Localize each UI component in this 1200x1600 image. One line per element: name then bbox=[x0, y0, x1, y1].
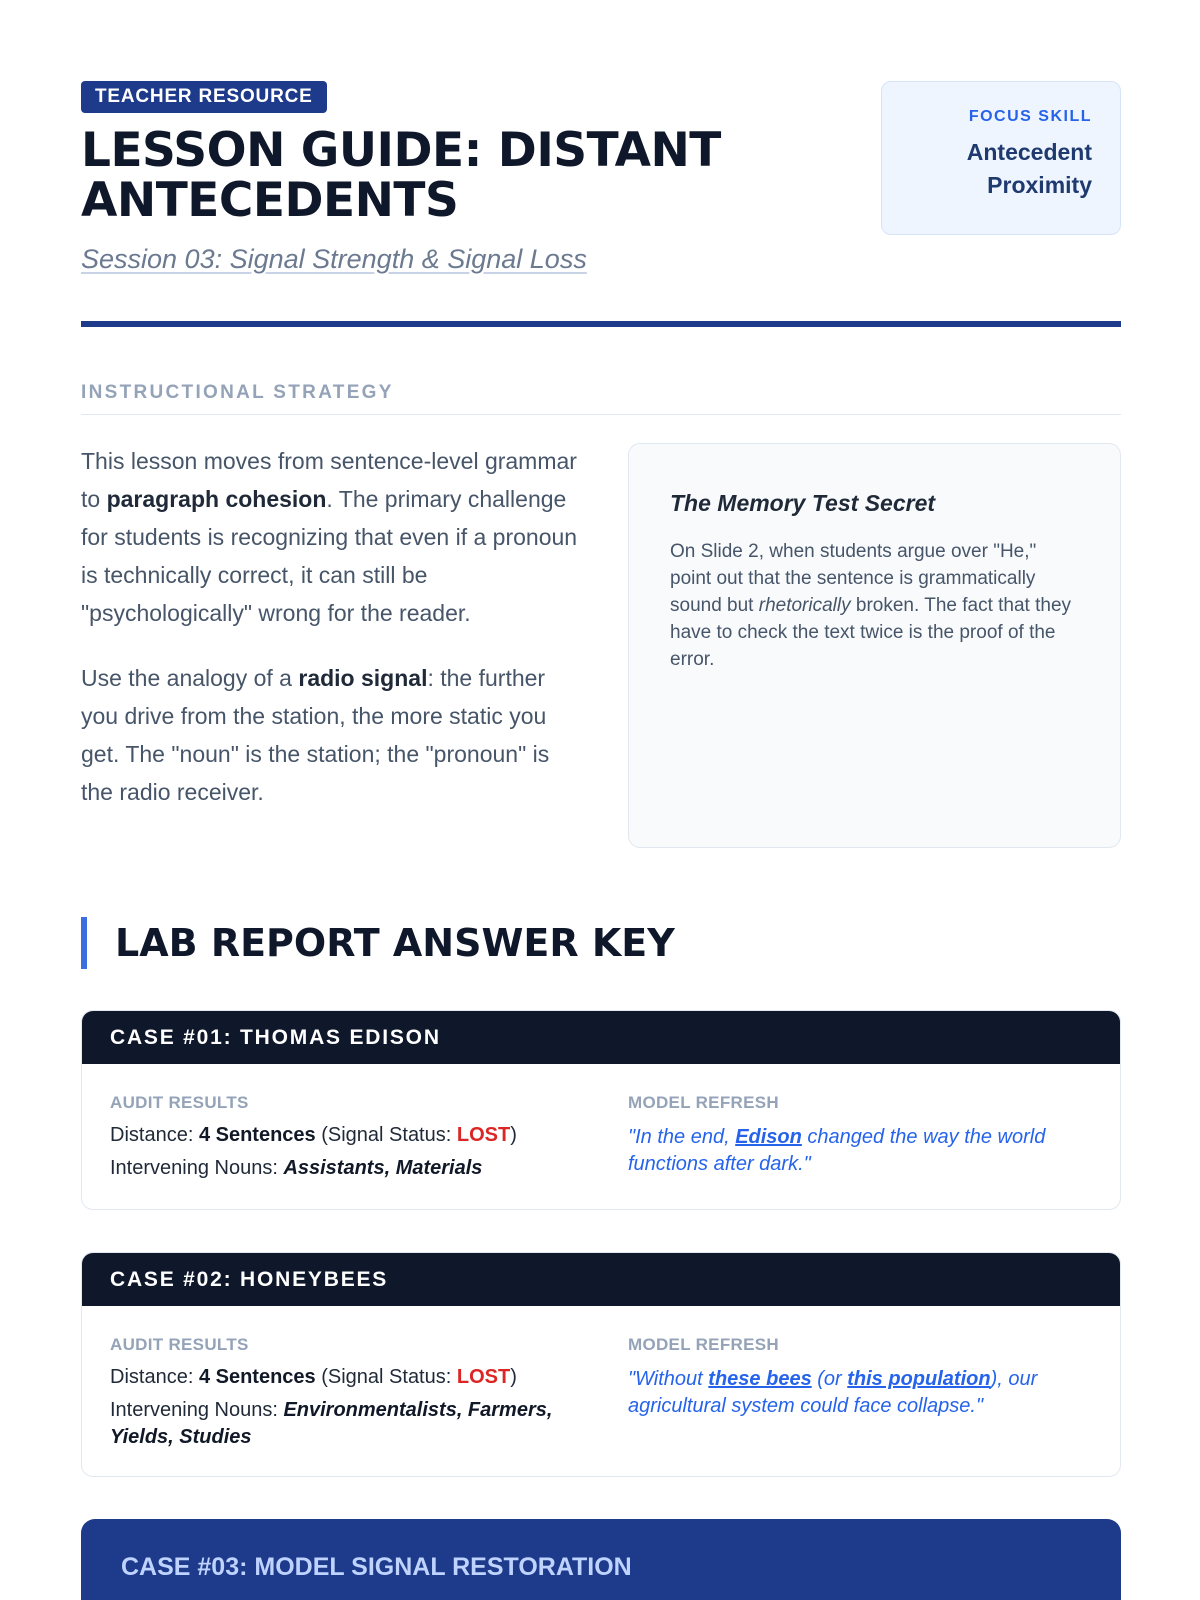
strategy-text bbox=[81, 442, 581, 838]
case-title: CASE #01: THOMAS EDISON bbox=[82, 1011, 1120, 1064]
nouns-prefix: Intervening Nouns: bbox=[110, 1399, 284, 1421]
model-refresh-label: MODEL REFRESH bbox=[628, 1093, 779, 1112]
strategy-p2-bold: radio signal bbox=[298, 665, 428, 691]
distance-value: 4 Sentences bbox=[198, 1366, 316, 1388]
intervening-nouns: Environmentalists, Farmers, Yields, Studies bbox=[110, 1399, 553, 1448]
intervening-nouns: Assistants, Materials bbox=[283, 1157, 483, 1179]
refresh-antecedent: Edison bbox=[735, 1126, 802, 1148]
audit-results-column bbox=[110, 1335, 580, 1451]
case-card-signal-restoration bbox=[81, 1519, 1121, 1600]
refresh-text-a: "Without bbox=[628, 1368, 709, 1390]
refresh-text-c: ), our agricultural system could face collapse." bbox=[628, 1368, 1038, 1417]
tip-body-italic: rhetorically bbox=[758, 595, 851, 616]
memory-test-tip-card bbox=[628, 443, 1121, 848]
refresh-text-a: "In the end, bbox=[628, 1126, 736, 1148]
focus-skill-value-line2: Proximity bbox=[987, 172, 1092, 198]
case3-title: CASE #03: MODEL SIGNAL RESTORATION bbox=[121, 1553, 632, 1581]
distance-line bbox=[110, 1366, 580, 1389]
distance-prefix: Distance: bbox=[110, 1124, 199, 1146]
focus-skill-value bbox=[882, 136, 1092, 202]
strategy-p1-text-b: . The primary challenge for students is recognizing that even if a pronoun is technically correct, it can still be "psychologically" wrong for the reader. bbox=[81, 486, 578, 626]
audit-results-label: AUDIT RESULTS bbox=[110, 1335, 249, 1354]
audit-results-label: AUDIT RESULTS bbox=[110, 1093, 249, 1112]
strategy-p1-text-a: This lesson moves from sentence-level grammar to bbox=[81, 448, 577, 512]
status-open: (Signal Status: bbox=[315, 1366, 457, 1388]
strategy-p1-bold: paragraph cohesion bbox=[106, 486, 327, 512]
status-open: (Signal Status: bbox=[315, 1124, 457, 1146]
refresh-antecedent-2: this population bbox=[847, 1368, 991, 1390]
tip-body bbox=[670, 538, 1080, 673]
refresh-text-b: (or bbox=[811, 1368, 848, 1390]
tip-body-b: broken. The fact that they have to check the text twice is the proof of the error. bbox=[670, 595, 1072, 670]
section-divider bbox=[81, 414, 1121, 415]
answer-key-heading: LAB REPORT ANSWER KEY bbox=[81, 917, 675, 969]
model-refresh-label: MODEL REFRESH bbox=[628, 1335, 779, 1354]
nouns-line bbox=[110, 1155, 580, 1182]
refresh-text-b: changed the way the world functions after dark." bbox=[628, 1126, 1046, 1175]
distance-value: 4 Sentences bbox=[198, 1124, 316, 1146]
case-card-edison bbox=[81, 1010, 1121, 1210]
model-refresh-column bbox=[628, 1335, 1088, 1420]
document-header bbox=[81, 81, 1121, 329]
strategy-p2-text-b: : the further you drive from the station, the more static you get. The "noun" is the station; the "pronoun" is the radio receiver. bbox=[81, 665, 550, 805]
case-title: CASE #02: HONEYBEES bbox=[82, 1253, 1120, 1306]
status-close: ) bbox=[510, 1124, 517, 1146]
signal-status-lost: LOST bbox=[456, 1366, 511, 1388]
instructional-strategy-label: INSTRUCTIONAL STRATEGY bbox=[81, 382, 394, 403]
nouns-line bbox=[110, 1397, 580, 1451]
model-refresh-text bbox=[628, 1366, 1088, 1420]
header-divider bbox=[81, 321, 1121, 327]
focus-skill-value-line1: Antecedent bbox=[966, 139, 1092, 165]
refresh-antecedent-1: these bees bbox=[708, 1368, 812, 1390]
audit-results-column bbox=[110, 1093, 580, 1182]
tip-title: The Memory Test Secret bbox=[670, 490, 936, 516]
model-refresh-text bbox=[628, 1124, 1088, 1178]
strategy-paragraph-2 bbox=[81, 659, 581, 811]
teacher-resource-badge: TEACHER RESOURCE bbox=[81, 81, 327, 113]
nouns-prefix: Intervening Nouns: bbox=[110, 1157, 284, 1179]
signal-status-lost: LOST bbox=[456, 1124, 511, 1146]
status-close: ) bbox=[510, 1366, 517, 1388]
focus-skill-label: FOCUS SKILL bbox=[968, 108, 1092, 125]
page-title: LESSON GUIDE: DISTANT ANTECEDENTS bbox=[81, 123, 721, 228]
tip-body-a: On Slide 2, when students argue over "He," point out that the sentence is grammatically sound but bbox=[670, 541, 1037, 616]
strategy-p2-text-a: Use the analogy of a bbox=[81, 665, 299, 691]
distance-prefix: Distance: bbox=[110, 1366, 199, 1388]
session-subtitle: Session 03: Signal Strength & Signal Loss bbox=[81, 244, 587, 274]
model-refresh-column bbox=[628, 1093, 1088, 1178]
strategy-paragraph-1 bbox=[81, 442, 581, 632]
focus-skill-card bbox=[881, 81, 1121, 235]
distance-line bbox=[110, 1124, 580, 1147]
case-card-honeybees bbox=[81, 1252, 1121, 1477]
